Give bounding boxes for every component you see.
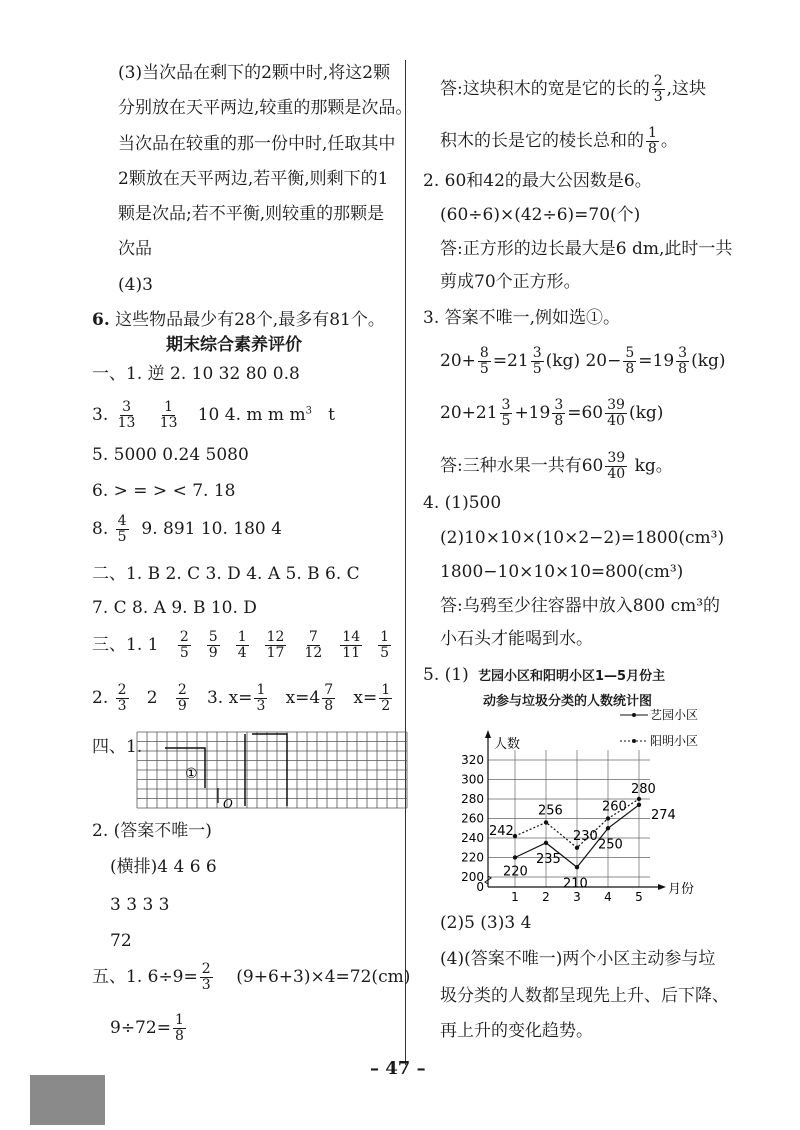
answer-part3-line1: [92, 630, 393, 661]
chart-xlabel: 月份: [668, 882, 695, 897]
right-q4-line5: 小石头才能喝到水。: [440, 629, 593, 649]
chart-data-label: 235: [536, 851, 561, 867]
answer-part4-row2: 3 3 3 3: [110, 895, 170, 915]
chart-ytick-zero: 0: [476, 880, 484, 894]
right-q3-line3: 20+21 $\frac{3}{5}$ +19 $\frac{3}{8}$ =60 $\frac{39}{40}$ (kg): [440, 397, 664, 429]
chart-data-label: 220: [503, 864, 528, 880]
answer-part4-label: 四、1.: [92, 737, 143, 757]
line-chart: [420, 705, 700, 905]
text-units: 10 4. m m m: [197, 405, 306, 425]
fraction-2-3: $\frac{2}{3}$: [117, 682, 127, 714]
fraction-1-8-b: $\frac{1}{8}$: [174, 1012, 184, 1044]
question-6-text: 这些物品最少有28个,最多有81个。: [115, 310, 385, 330]
right-q5-line2: (2)5 (3)3 4: [440, 913, 532, 933]
right-q5-line4: (4)(答案不唯一)两个小区主动参与垃: [440, 949, 716, 969]
answer-part3-line2: 2. $\frac{2}{3}$ 2 $\frac{2}{9}$ 3. x= $\frac{1}{3}$ x=4 $\frac{7}{8}$ x= $\frac{1}{2}$: [92, 682, 391, 714]
chart-ylabel: 人数: [494, 737, 521, 752]
chart-data-label: 242: [489, 824, 514, 840]
chart-point: [606, 826, 610, 830]
answer-part2-line2: 7. C 8. A 9. B 10. D: [92, 598, 257, 618]
answer-part5-line1: 五、1. 6÷9= $\frac{2}{3}$ (9+6+3)×4=72(cm): [92, 961, 411, 993]
chart-point: [637, 797, 641, 801]
chart-legend-marker: [632, 739, 636, 743]
fraction-3-1-item: $\frac{12}{17}$: [266, 629, 285, 661]
right-q4-line4: 答:乌鸦至少往容器中放入800 cm³的: [440, 596, 721, 616]
left-line-5: 颗是次品;若不平衡,则较重的那颗是: [118, 204, 385, 224]
fraction-3-1-item: $\frac{7}{12}$: [304, 629, 323, 661]
chart-ytick: 300: [461, 772, 484, 787]
right-q5-line6: 再上升的变化趋势。: [440, 1021, 593, 1041]
chart-data-label: 250: [598, 837, 623, 853]
left-line-2: 分别放在天平两边,较重的那颗是次品。: [118, 98, 413, 118]
chart-ytick: 220: [461, 850, 484, 865]
text-9-10: 9. 891 10. 180 4: [141, 519, 282, 539]
answer-part1-line3: 3. $\frac{3}{13}$ $\frac{1}{13}$ 10 4. m m $m^3$ t: [92, 399, 335, 431]
chart-data-label: 280: [631, 782, 656, 797]
answer-part5-line2: 9÷72= $\frac{1}{8}$: [110, 1012, 184, 1044]
chart-data-label: 230: [573, 828, 598, 844]
right-q4-line3: 1800−10×10×10=800(cm³): [440, 562, 684, 582]
page-number: – 47 –: [370, 1058, 426, 1079]
left-line-4: 2颗放在天平两边,若平衡,则剩下的1: [118, 169, 389, 189]
chart-point: [544, 841, 548, 845]
label-3: 3.: [92, 405, 109, 425]
right-q3: 3. 答案不唯一,例如选①。: [423, 308, 621, 328]
chart-title-line1: 艺园小区和阳明小区1—5月份主: [478, 669, 666, 684]
grid-origin: O: [223, 797, 233, 810]
chart-legend-marker: [632, 713, 636, 717]
chart-xtick: 1: [511, 890, 519, 904]
fraction-1-8-r: $\frac{1}{8}$: [648, 125, 657, 157]
right-q2-line3: 答:正方形的边长最大是6 dm,此时一共: [440, 239, 733, 259]
fraction-2-9: $\frac{2}{9}$: [177, 682, 187, 714]
chart-point: [637, 803, 641, 807]
fraction-7-8: $\frac{7}{8}$: [324, 682, 334, 714]
label-3-1: 三、1. 1: [92, 635, 159, 655]
chart-x-arrow: [658, 884, 666, 890]
right-answer-line1: 答:这块积木的宽是它的长的 $\frac{2}{3}$ ,这块: [440, 73, 707, 105]
left-line-6: 次品: [118, 239, 152, 259]
fraction-3-1-item: $\frac{5}{9}$: [208, 629, 218, 661]
grid-mark: ①: [185, 766, 198, 782]
right-q2-line4: 剪成70个正方形。: [440, 272, 581, 292]
chart-point: [575, 865, 579, 869]
left-line-7: (4)3: [118, 275, 153, 295]
chart-point: [575, 846, 579, 850]
answer-part1-line5: 5. 5000 0.24 5080: [92, 445, 249, 465]
scan-stamp: [30, 1075, 105, 1125]
chart-legend-label: 艺园小区: [650, 708, 699, 722]
right-answer-line2: 积木的长是它的棱长总和的 $\frac{1}{8}$ 。: [440, 125, 678, 157]
chart-data-label: 260: [602, 799, 627, 815]
fraction-3-1-item: $\frac{1}{4}$: [237, 629, 247, 661]
chart-xtick: 2: [542, 890, 550, 904]
chart-point: [513, 855, 517, 859]
section-title: 期末综合素养评价: [166, 335, 302, 355]
chart-point: [544, 820, 548, 824]
answer-part2-line1: 二、1. B 2. C 3. D 4. A 5. B 6. C: [92, 564, 360, 584]
fraction-2-3-r: $\frac{2}{3}$: [653, 73, 663, 105]
right-q3-line4: 答:三种水果一共有60 $\frac{39}{40}$ kg。: [440, 450, 673, 482]
fraction-1-2: $\frac{1}{2}$: [381, 682, 391, 714]
left-line-3: 当次品在较重的那一份中时,任取其中: [118, 134, 396, 154]
answer-part4-row1: (横排)4 4 6 6: [110, 857, 217, 877]
fraction-3-1-item: $\frac{2}{5}$: [179, 629, 189, 661]
answer-part4-row3: 72: [110, 931, 132, 951]
left-line-1: (3)当次品在剩下的2颗中时,将这2颗: [118, 63, 391, 83]
fraction-1-3: $\frac{1}{3}$: [256, 682, 266, 714]
right-q3-line2: 20+ $\frac{8}{5}$ =21 $\frac{3}{5}$ (kg) 20− $\frac{5}{8}$ =19 $\frac{3}{8}$ (kg): [440, 345, 726, 377]
answer-part1-line8: [92, 514, 282, 545]
answer-part1-line6: 6. > = > < 7. 18: [92, 481, 236, 501]
fraction-4-5: $\frac{4}{5}$: [117, 513, 127, 545]
answer-part4-line2: 2. (答案不唯一): [92, 821, 212, 841]
question-6-number: 6.: [92, 310, 110, 330]
chart-legend-label: 阳明小区: [650, 734, 699, 748]
chart-ytick: 280: [461, 792, 484, 806]
chart-ytick: 200: [461, 870, 484, 884]
chart-ytick: 260: [461, 811, 484, 826]
fraction-list-3-1: [164, 629, 393, 661]
chart-xtick: 3: [573, 890, 581, 904]
chart-xtick: 4: [604, 890, 612, 904]
answer-part1-line1: 一、1. 逆 2. 10 32 80 0.8: [92, 364, 300, 384]
right-q4-line2: (2)10×10×(10×2−2)=1800(cm³): [440, 528, 725, 548]
chart-title-line2: 动参与垃圾分类的人数统计图: [483, 694, 653, 709]
chart-xtick: 5: [635, 890, 643, 904]
fraction-3-13-a: $\frac{3}{13}$: [117, 399, 136, 431]
chart-data-label: 274: [651, 807, 676, 823]
fraction-1-13: $\frac{1}{13}$: [159, 399, 178, 431]
chart-data-label: 210: [563, 876, 588, 892]
chart-ytick: 320: [461, 753, 484, 767]
right-q5: 5. (1): [423, 665, 469, 685]
fraction-3-1-item: $\frac{1}{5}$: [380, 629, 390, 661]
label-8: 8.: [92, 519, 109, 539]
fraction-2-3-b: $\frac{2}{3}$: [201, 961, 211, 993]
column-divider: [405, 60, 406, 1065]
text-unit-t: t: [328, 405, 335, 425]
question-6: [92, 309, 385, 331]
right-q2: 2. 60和42的最大公因数是6。: [423, 171, 652, 191]
grid-diagram: [135, 730, 410, 810]
right-q2-line2: (60÷6)×(42÷6)=70(个): [440, 205, 641, 225]
right-q4: 4. (1)500: [423, 493, 502, 513]
chart-ytick: 240: [461, 831, 484, 845]
chart-point: [606, 816, 610, 820]
chart-y-arrow: [485, 730, 491, 738]
right-q5-line5: 圾分类的人数都呈现先上升、后下降、: [440, 986, 729, 1006]
fraction-3-1-item: $\frac{14}{11}$: [342, 629, 361, 661]
chart-data-label: 256: [538, 803, 563, 819]
